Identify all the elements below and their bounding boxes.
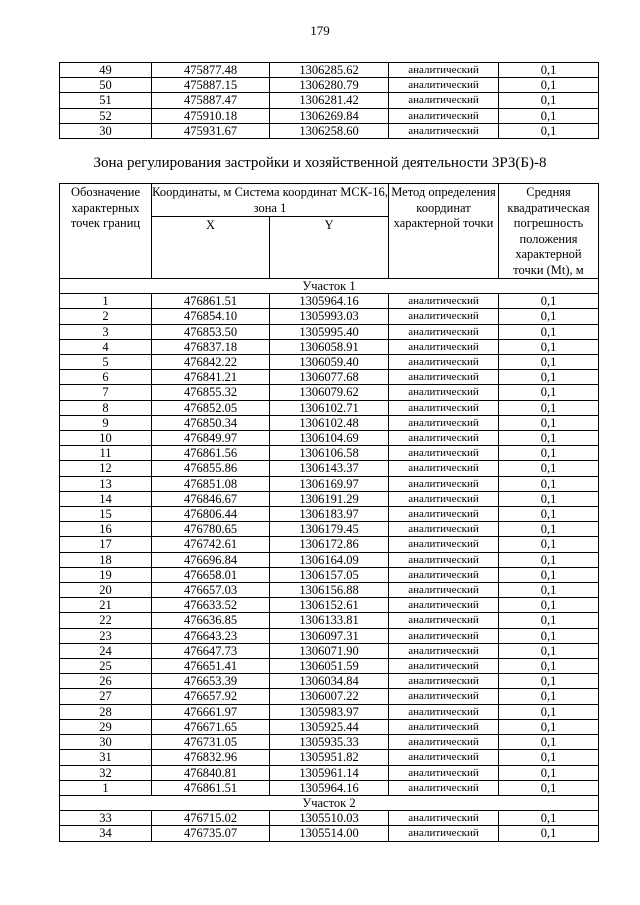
point-number: 10 (60, 431, 152, 446)
error-value: 0,1 (499, 78, 599, 93)
coord-y: 1306051.59 (270, 659, 389, 674)
point-number: 21 (60, 598, 152, 613)
header-y: Y (270, 217, 389, 279)
coord-x: 476735.07 (152, 826, 270, 841)
section-row (60, 795, 599, 810)
point-number: 2 (60, 309, 152, 324)
coord-x: 476742.61 (152, 537, 270, 552)
method: аналитический (389, 385, 499, 400)
table-row (60, 780, 599, 795)
coord-y: 1305993.03 (270, 309, 389, 324)
point-number: 33 (60, 811, 152, 826)
coord-x: 476651.41 (152, 659, 270, 674)
error-value: 0,1 (499, 324, 599, 339)
error-value: 0,1 (499, 735, 599, 750)
error-value: 0,1 (499, 750, 599, 765)
coord-x: 476658.01 (152, 567, 270, 582)
coord-x: 476852.05 (152, 400, 270, 415)
coord-x: 476840.81 (152, 765, 270, 780)
coord-x: 476806.44 (152, 507, 270, 522)
table-row (60, 400, 599, 415)
coord-y: 1306071.90 (270, 643, 389, 658)
error-value: 0,1 (499, 355, 599, 370)
table-row (60, 63, 599, 78)
method: аналитический (389, 93, 499, 108)
error-value: 0,1 (499, 431, 599, 446)
coord-y: 1306058.91 (270, 339, 389, 354)
coord-x: 475877.48 (152, 63, 270, 78)
coord-y: 1306156.88 (270, 583, 389, 598)
table-row (60, 583, 599, 598)
point-number: 19 (60, 567, 152, 582)
coord-x: 476861.51 (152, 294, 270, 309)
coord-y: 1306077.68 (270, 370, 389, 385)
zone-title: Зона регулирования застройки и хозяйственной деятельности ЗРЗ(Б)-8 (93, 155, 547, 171)
coord-y: 1306097.31 (270, 628, 389, 643)
coord-y: 1305935.33 (270, 735, 389, 750)
error-value: 0,1 (499, 552, 599, 567)
coord-y: 1306258.60 (270, 123, 389, 138)
error-value: 0,1 (499, 491, 599, 506)
table-row (60, 811, 599, 826)
error-value: 0,1 (499, 567, 599, 582)
coord-y: 1306152.61 (270, 598, 389, 613)
coord-y: 1306183.97 (270, 507, 389, 522)
coord-y: 1306281.42 (270, 93, 389, 108)
coord-y: 1305510.03 (270, 811, 389, 826)
method: аналитический (389, 294, 499, 309)
point-number: 6 (60, 370, 152, 385)
header-designation: Обозначение характерных точек границ (60, 184, 152, 279)
coord-y: 1306280.79 (270, 78, 389, 93)
coord-x: 475887.15 (152, 78, 270, 93)
coord-x: 476731.05 (152, 735, 270, 750)
error-value: 0,1 (499, 507, 599, 522)
coord-y: 1306059.40 (270, 355, 389, 370)
coord-x: 476653.39 (152, 674, 270, 689)
error-value: 0,1 (499, 537, 599, 552)
table-row (60, 476, 599, 491)
coord-x: 476841.21 (152, 370, 270, 385)
coord-x: 476657.92 (152, 689, 270, 704)
section-title: Участок 1 (60, 279, 599, 294)
error-value: 0,1 (499, 780, 599, 795)
method: аналитический (389, 78, 499, 93)
method: аналитический (389, 552, 499, 567)
coord-x: 476780.65 (152, 522, 270, 537)
coord-x: 476715.02 (152, 811, 270, 826)
point-number: 28 (60, 704, 152, 719)
coord-x: 476661.97 (152, 704, 270, 719)
section-row (60, 279, 599, 294)
coord-y: 1306102.71 (270, 400, 389, 415)
error-value: 0,1 (499, 689, 599, 704)
error-value: 0,1 (499, 339, 599, 354)
point-number: 17 (60, 537, 152, 552)
error-value: 0,1 (499, 643, 599, 658)
point-number: 30 (60, 735, 152, 750)
error-value: 0,1 (499, 704, 599, 719)
method: аналитический (389, 811, 499, 826)
point-number: 49 (60, 63, 152, 78)
error-value: 0,1 (499, 522, 599, 537)
point-number: 18 (60, 552, 152, 567)
coord-x: 476854.10 (152, 309, 270, 324)
table-row (60, 628, 599, 643)
coord-x: 476696.84 (152, 552, 270, 567)
coord-x: 476853.50 (152, 324, 270, 339)
header-x: X (152, 217, 270, 279)
error-value: 0,1 (499, 598, 599, 613)
coord-y: 1306007.22 (270, 689, 389, 704)
point-number: 25 (60, 659, 152, 674)
coord-x: 476850.34 (152, 415, 270, 430)
coord-y: 1305964.16 (270, 780, 389, 795)
method: аналитический (389, 643, 499, 658)
method: аналитический (389, 674, 499, 689)
coord-x: 476861.56 (152, 446, 270, 461)
point-number: 50 (60, 78, 152, 93)
point-number: 24 (60, 643, 152, 658)
method: аналитический (389, 780, 499, 795)
table-row (60, 339, 599, 354)
header-error: Средняя квадратическая погрешность положения характерной точки (Mt), м (499, 184, 599, 279)
point-number: 1 (60, 780, 152, 795)
coord-x: 476832.96 (152, 750, 270, 765)
point-number: 29 (60, 719, 152, 734)
point-number: 34 (60, 826, 152, 841)
table-row (60, 93, 599, 108)
method: аналитический (389, 108, 499, 123)
coord-y: 1305964.16 (270, 294, 389, 309)
point-number: 7 (60, 385, 152, 400)
method: аналитический (389, 765, 499, 780)
method: аналитический (389, 735, 499, 750)
table-row (60, 765, 599, 780)
coord-y: 1305514.00 (270, 826, 389, 841)
method: аналитический (389, 689, 499, 704)
table-row (60, 522, 599, 537)
method: аналитический (389, 370, 499, 385)
method: аналитический (389, 123, 499, 138)
error-value: 0,1 (499, 613, 599, 628)
table-row (60, 415, 599, 430)
method: аналитический (389, 628, 499, 643)
coord-y: 1305951.82 (270, 750, 389, 765)
error-value: 0,1 (499, 659, 599, 674)
coord-x: 476849.97 (152, 431, 270, 446)
method: аналитический (389, 598, 499, 613)
coord-x: 476846.67 (152, 491, 270, 506)
error-value: 0,1 (499, 674, 599, 689)
coord-y: 1306172.86 (270, 537, 389, 552)
point-number: 31 (60, 750, 152, 765)
coord-x: 475887.47 (152, 93, 270, 108)
coord-y: 1305983.97 (270, 704, 389, 719)
error-value: 0,1 (499, 93, 599, 108)
error-value: 0,1 (499, 123, 599, 138)
coord-y: 1306169.97 (270, 476, 389, 491)
coord-y: 1305995.40 (270, 324, 389, 339)
method: аналитический (389, 415, 499, 430)
point-number: 8 (60, 400, 152, 415)
error-value: 0,1 (499, 628, 599, 643)
method: аналитический (389, 659, 499, 674)
error-value: 0,1 (499, 811, 599, 826)
table-row (60, 431, 599, 446)
error-value: 0,1 (499, 446, 599, 461)
point-number: 52 (60, 108, 152, 123)
point-number: 5 (60, 355, 152, 370)
method: аналитический (389, 537, 499, 552)
coord-y: 1306079.62 (270, 385, 389, 400)
point-number: 11 (60, 446, 152, 461)
coord-y: 1306143.37 (270, 461, 389, 476)
point-number: 30 (60, 123, 152, 138)
table-row (60, 643, 599, 658)
method: аналитический (389, 704, 499, 719)
error-value: 0,1 (499, 719, 599, 734)
point-number: 27 (60, 689, 152, 704)
coord-y: 1306191.29 (270, 491, 389, 506)
method: аналитический (389, 431, 499, 446)
point-number: 12 (60, 461, 152, 476)
table-row (60, 704, 599, 719)
table-row (60, 598, 599, 613)
table-row (60, 674, 599, 689)
coord-x: 476855.32 (152, 385, 270, 400)
coord-x: 476851.08 (152, 476, 270, 491)
coord-x: 476643.23 (152, 628, 270, 643)
section-title: Участок 2 (60, 795, 599, 810)
point-number: 4 (60, 339, 152, 354)
header-method: Метод определения координат характерной точки (389, 184, 499, 279)
table-row (60, 552, 599, 567)
method: аналитический (389, 309, 499, 324)
error-value: 0,1 (499, 309, 599, 324)
coord-y: 1306104.69 (270, 431, 389, 446)
method: аналитический (389, 446, 499, 461)
error-value: 0,1 (499, 385, 599, 400)
coord-y: 1306269.84 (270, 108, 389, 123)
coord-y: 1306034.84 (270, 674, 389, 689)
method: аналитический (389, 324, 499, 339)
page-number: 179 (310, 23, 330, 38)
table-row (60, 461, 599, 476)
table-row (60, 491, 599, 506)
method: аналитический (389, 400, 499, 415)
coord-x: 475931.67 (152, 123, 270, 138)
coord-y: 1305925.44 (270, 719, 389, 734)
table-row (60, 567, 599, 582)
coord-y: 1306133.81 (270, 613, 389, 628)
method: аналитический (389, 567, 499, 582)
coord-y: 1306285.62 (270, 63, 389, 78)
method: аналитический (389, 826, 499, 841)
method: аналитический (389, 461, 499, 476)
coord-y: 1305961.14 (270, 765, 389, 780)
table-row (60, 689, 599, 704)
error-value: 0,1 (499, 415, 599, 430)
coord-x: 476636.85 (152, 613, 270, 628)
point-number: 22 (60, 613, 152, 628)
error-value: 0,1 (499, 461, 599, 476)
error-value: 0,1 (499, 370, 599, 385)
coord-x: 476861.51 (152, 780, 270, 795)
table-row (60, 507, 599, 522)
coord-y: 1306106.58 (270, 446, 389, 461)
coord-y: 1306102.48 (270, 415, 389, 430)
table-row (60, 385, 599, 400)
table-row (60, 719, 599, 734)
method: аналитический (389, 63, 499, 78)
coord-x: 476855.86 (152, 461, 270, 476)
coord-x: 476837.18 (152, 339, 270, 354)
table-row (60, 324, 599, 339)
error-value: 0,1 (499, 63, 599, 78)
coord-y: 1306179.45 (270, 522, 389, 537)
method: аналитический (389, 476, 499, 491)
point-number: 13 (60, 476, 152, 491)
table-row (60, 446, 599, 461)
point-number: 15 (60, 507, 152, 522)
table-row (60, 78, 599, 93)
error-value: 0,1 (499, 108, 599, 123)
error-value: 0,1 (499, 294, 599, 309)
point-number: 51 (60, 93, 152, 108)
point-number: 1 (60, 294, 152, 309)
method: аналитический (389, 507, 499, 522)
table-row (60, 294, 599, 309)
coord-y: 1306164.09 (270, 552, 389, 567)
point-number: 14 (60, 491, 152, 506)
method: аналитический (389, 750, 499, 765)
continued-coordinates-table (59, 62, 599, 139)
zone-coordinates-table (59, 183, 599, 842)
point-number: 16 (60, 522, 152, 537)
method: аналитический (389, 613, 499, 628)
method: аналитический (389, 355, 499, 370)
coord-x: 475910.18 (152, 108, 270, 123)
table-row (60, 123, 599, 138)
point-number: 3 (60, 324, 152, 339)
error-value: 0,1 (499, 476, 599, 491)
method: аналитический (389, 491, 499, 506)
table-row (60, 108, 599, 123)
coord-x: 476633.52 (152, 598, 270, 613)
table-row (60, 537, 599, 552)
point-number: 9 (60, 415, 152, 430)
point-number: 26 (60, 674, 152, 689)
method: аналитический (389, 719, 499, 734)
header-coordinates: Координаты, м Система координат МСК-16, зона 1 (152, 185, 388, 215)
coord-x: 476842.22 (152, 355, 270, 370)
coord-x: 476657.03 (152, 583, 270, 598)
table-row (60, 370, 599, 385)
coord-x: 476647.73 (152, 643, 270, 658)
coord-y: 1306157.05 (270, 567, 389, 582)
method: аналитический (389, 583, 499, 598)
table-row (60, 750, 599, 765)
error-value: 0,1 (499, 583, 599, 598)
point-number: 20 (60, 583, 152, 598)
error-value: 0,1 (499, 400, 599, 415)
table-row (60, 826, 599, 841)
table-row (60, 659, 599, 674)
table-row (60, 309, 599, 324)
table-row (60, 355, 599, 370)
point-number: 23 (60, 628, 152, 643)
method: аналитический (389, 522, 499, 537)
table-row (60, 735, 599, 750)
error-value: 0,1 (499, 765, 599, 780)
method: аналитический (389, 339, 499, 354)
table-row (60, 613, 599, 628)
point-number: 32 (60, 765, 152, 780)
error-value: 0,1 (499, 826, 599, 841)
coord-x: 476671.65 (152, 719, 270, 734)
